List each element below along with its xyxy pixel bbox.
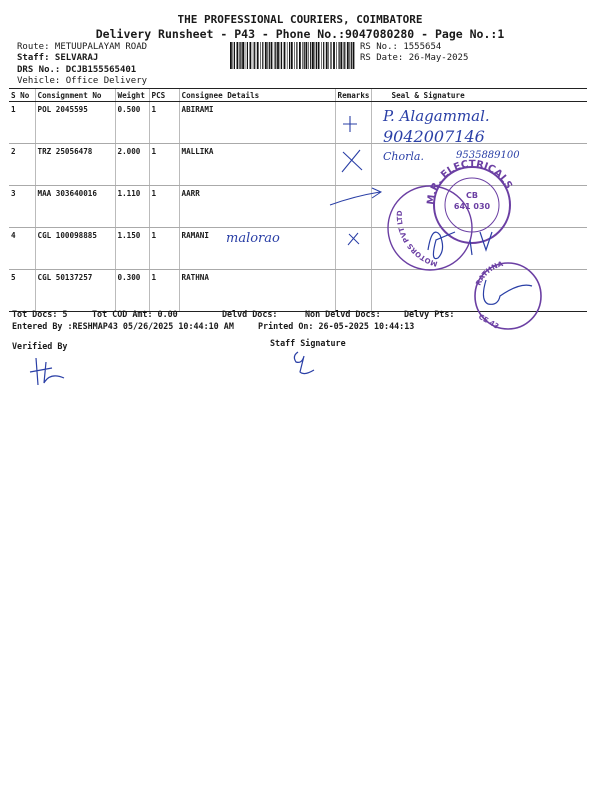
cell-sno: 1 (9, 102, 35, 144)
cell-pcs: 1 (149, 102, 179, 144)
cell-seal-signature (371, 102, 587, 144)
cell-consignment: CGL 100098885 (35, 228, 115, 270)
cell-consignee: AARR (179, 186, 335, 228)
cell-sno: 4 (9, 228, 35, 270)
cell-remarks (335, 186, 371, 228)
cell-sno: 3 (9, 186, 35, 228)
non-delivered-docs: Non Delvd Docs: (305, 309, 381, 319)
table-row (9, 102, 587, 144)
table-header-row (9, 89, 587, 102)
rs-number: RS No.: 1555654 (360, 42, 442, 52)
cell-consignment: TRZ 25056478 (35, 144, 115, 186)
verified-by-label: Verified By (12, 341, 68, 351)
table-row (9, 186, 587, 228)
table-row (9, 270, 587, 312)
seal-pincode: 641 030 (453, 202, 491, 211)
cell-remarks (335, 102, 371, 144)
entered-by: Entered By :RESHMAP43 05/26/2025 10:44:10 AM (12, 321, 234, 331)
cell-weight: 1.150 (115, 228, 149, 270)
col-weight: Weight (115, 89, 149, 102)
cell-weight: 0.300 (115, 270, 149, 312)
handwritten-receiver-phone-2: 9535889100 (456, 150, 520, 161)
seal-motors-text: MOTORS PVT LTD (395, 210, 439, 268)
col-sno: S No (9, 89, 35, 102)
cell-seal-signature (371, 228, 587, 270)
handwritten-note-row4: malorao (226, 231, 280, 246)
barcode (230, 42, 355, 69)
col-seal-signature: Seal & Signature (371, 89, 587, 102)
delivered-docs: Delvd Docs: (222, 309, 278, 319)
total-cod-amount: Tot COD Amt: 0.00 (92, 309, 178, 319)
cell-consignee: ABIRAMI (179, 102, 335, 144)
seal-company-name: M.R. ELECTRICALS (425, 158, 514, 206)
route-label: Route: METUUPALAYAM ROAD (17, 42, 148, 52)
svg-text:CB: CB (466, 191, 478, 200)
cell-weight: 1.110 (115, 186, 149, 228)
cell-remarks (335, 270, 371, 312)
company-title: THE PROFESSIONAL COURIERS, COIMBATORE (177, 13, 423, 26)
drs-number: DRS No.: DCJB155565401 (17, 65, 137, 75)
cell-seal-signature (371, 144, 587, 186)
cell-consignment: CGL 50137257 (35, 270, 115, 312)
staff-signature-ink (294, 352, 314, 374)
seal-rathna-text: RATHNA (474, 259, 505, 287)
cell-seal-signature (371, 270, 587, 312)
cell-consignee: RATHNA (179, 270, 335, 312)
rs-date: RS Date: 26-May-2025 (360, 53, 469, 63)
cell-pcs: 1 (149, 228, 179, 270)
handwritten-receiver-phone: 9042007146 (383, 127, 485, 146)
handwritten-receiver-name-2: Chorla. (383, 150, 424, 163)
cell-remarks (335, 144, 371, 186)
delivery-points: Delvy Pts: (404, 309, 455, 319)
seal-rathna-sub: CE 43 (477, 312, 501, 331)
total-docs: Tot Docs: 5 (12, 309, 68, 319)
vehicle-label: Vehicle: Office Delivery (17, 76, 148, 86)
cell-pcs: 1 (149, 144, 179, 186)
col-consignment: Consignment No (35, 89, 115, 102)
runsheet-title: Delivery Runsheet - P43 - Phone No.:9047080280 - Page No.:1 (95, 27, 505, 41)
staff-signature-label: Staff Signature (270, 338, 346, 348)
cell-weight: 2.000 (115, 144, 149, 186)
table-row (9, 144, 587, 186)
cell-sno: 5 (9, 270, 35, 312)
cell-consignment: POL 2045595 (35, 102, 115, 144)
cell-remarks (335, 228, 371, 270)
runsheet-table (9, 88, 587, 312)
col-consignee: Consignee Details (179, 89, 335, 102)
table-row (9, 228, 587, 270)
cell-consignee: RAMANI (179, 228, 335, 270)
cell-consignment: MAA 303640016 (35, 186, 115, 228)
cell-pcs: 1 (149, 270, 179, 312)
staff-label: Staff: SELVARAJ (17, 53, 99, 63)
cell-sno: 2 (9, 144, 35, 186)
cell-weight: 0.500 (115, 102, 149, 144)
col-pcs: PCS (149, 89, 179, 102)
printed-on: Printed On: 26-05-2025 10:44:13 (258, 321, 415, 331)
cell-seal-signature (371, 186, 587, 228)
cell-pcs: 1 (149, 186, 179, 228)
col-remarks: Remarks (335, 89, 371, 102)
verifier-signature-ink (30, 358, 64, 385)
cell-consignee: MALLIKA (179, 144, 335, 186)
handwritten-receiver-name: P. Alagammal. (383, 107, 490, 125)
